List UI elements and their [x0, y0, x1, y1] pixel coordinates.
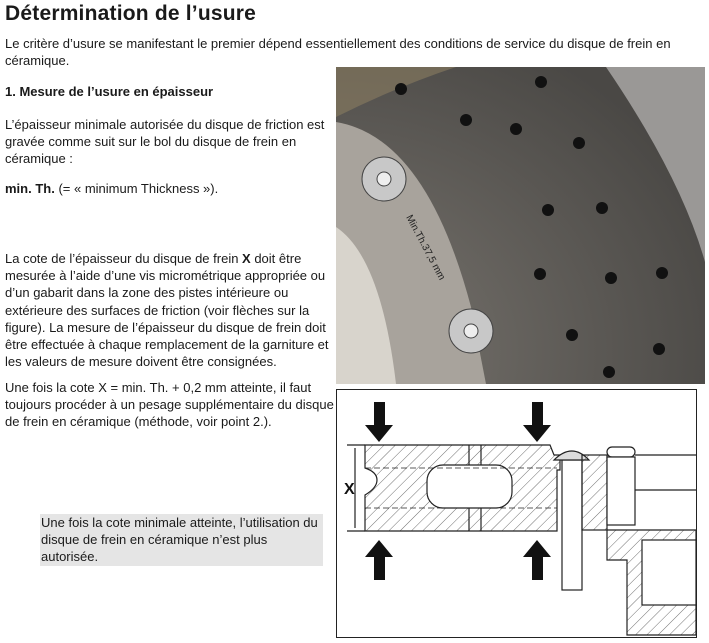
note-box: Une fois la cote minimale atteinte, l’utilisation du disque de frein en céramique n’est plus autorisée. [40, 514, 323, 566]
brake-disc-photo [336, 67, 705, 384]
section-heading: 1. Mesure de l’usure en épaisseur [5, 84, 214, 99]
cross-section-diagram [336, 389, 697, 638]
min-th-bold: min. Th. [5, 181, 55, 196]
min-th-rest: (= « minimum Thickness »). [54, 181, 219, 196]
paragraph-min-thickness: L’épaisseur minimale autorisée du disque de friction est gravée comme suit sur le bol du disque de frein en céramique : [5, 117, 325, 167]
paragraph-measure [5, 250, 335, 370]
dimension-label-x: X [344, 481, 355, 498]
measure-text-a: La cote de l’épaisseur du disque de frein [5, 251, 243, 266]
paragraph-weighing: Une fois la cote X = min. Th. + 0,2 mm atteinte, il faut toujours procéder à un pesage supplémentaire du disque de frein en céramique (méthode, voir point 2.). [5, 380, 334, 430]
page-title: Détermination de l’usure [5, 2, 257, 25]
measure-x-bold: X [242, 251, 251, 266]
engraving-text: Min.Th.37,5 mm [403, 213, 447, 283]
intro-paragraph: Le critère d’usure se manifestant le premier dépend essentiellement des conditions de service du disque de frein en céramique. [5, 36, 671, 69]
measure-text-b: doit être mesurée à l’aide d’une vis micrométrique appropriée ou d’un gabarit dans la zone des pistes intérieure ou extérieure des surfaces de friction (voir flèches sur la figure). La mesure de l’épaisseur du disque de frein doit être effectuée à chaque remplacement de la garniture et les valeurs de mesure doivent être consignées. [5, 251, 329, 370]
paragraph-min-th [5, 180, 335, 197]
